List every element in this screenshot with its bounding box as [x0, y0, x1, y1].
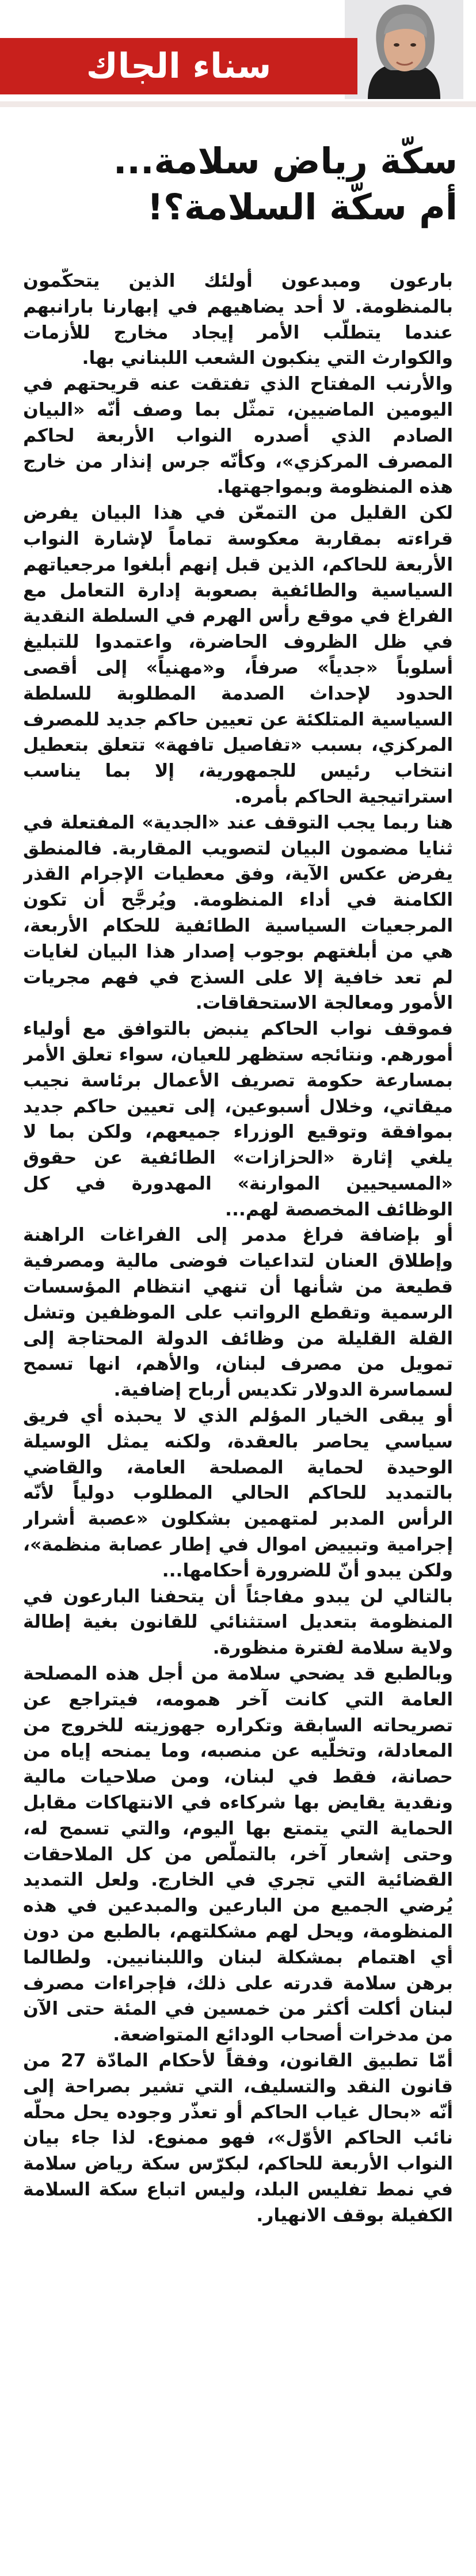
- paragraph: بالتالي لن يبدو مفاجئاً أن يتحفنا البارعون في المنظومة بتعديل استثنائي للقانون بغية إطالة ولاية سلامة لفترة منظورة.: [23, 1586, 453, 1659]
- paragraph: بارعون ومبدعون أولئك الذين يتحكّمون بالمنظومة. لا أحد يضاهيهم في إبهارنا بارانبهم عندما يتطلّب الأمر إيجاد مخارج للأزمات والكوارث التي ينكبون الشعب اللبناني بها.: [23, 271, 453, 369]
- paragraph: هنا ربما يجب التوقف عند «الجدية» المفتعلة في ثنايا مضمون البيان لتصويب المقاربة. فالمنطق يفرض عكس الآية، وفق معطيات الإجرام القذر الكامنة في أداء المنظومة. ويُرجَّح أن تكون المرجعيات السياسية الطائفية للحكام الأربعة، هي من أبلغتهم بوجوب إصدار هذا البيان لغايات لم تعد خافية إلا على السذج في فهم مجريات الأمور ومعالجة الاستحقاقات.: [23, 812, 453, 1014]
- article-title: [18, 138, 458, 230]
- author-name-banner: [0, 38, 357, 94]
- header-divider: [0, 101, 476, 107]
- author-photo: [345, 0, 463, 99]
- paragraph: أمّا تطبيق القانون، وفقاً لأحكام المادّة 27 من قانون النقد والتسليف، التي تشير بصراحة إلى أنّه «بحال غياب الحاكم أو تعذّر وجوده يحل محلّه نائب الحاكم الأوّل»، فهو ممنوع. لذا جاء بيان النواب الأربعة للحاكم، لبكرّس سكة رياض سلامة في نمط تفليس البلد، وليس اتباع سكة السلامة الكفيلة بوقف الانهيار.: [23, 2050, 453, 2226]
- paragraph: فموقف نواب الحاكم ينبض بالتوافق مع أولياء أمورهم. ونتائجه ستظهر للعيان، سواء تعلق الأمر بمسارعة حكومة تصريف الأعمال برئاسة نجيب ميقاتي، وخلال أسبوعين، إلى تعيين حاكم جديد بموافقة وتوقيع الوزراء جميعهم، ولكن بما لا يلغي إثارة «الحزازات» الطائفية عن حقوق «المسيحيين الموارنة» المهدورة في كل الوظائف المخصصة لهم...: [23, 1019, 453, 1220]
- paragraph: أو يبقى الخيار المؤلم الذي لا يحبذه أي فريق سياسي يحاصر بالعقدة، ولكنه يمثل الوسيلة الوحيدة لحماية المصلحة العامة، والقاضي بالتمديد للحاكم الحالي المطلوب دولياً لأنّه الرأس المدبر لمتهمين بشكلون «عصبة أشرار إجرامية وتبييض اموال في إطار عصابة منظمة»، ولكن يبدو أنّ للضرورة أحكامها...: [23, 1405, 453, 1581]
- paragraph: والأرنب المفتاح الذي تفتقت عنه قريحتهم في اليومين الماضيين، تمثّل بما وصف أنّه «البيان الصادم الذي أصدره النواب الأربعة لحاكم المصرف المركزي»، وكأنّه جرس إنذار من خارج هذه المنظومة وبمواجهتها.: [23, 374, 453, 498]
- author-name: سناء الجاك: [86, 46, 272, 86]
- column-header: [0, 0, 476, 131]
- paragraph: لكن القليل من التمعّن في هذا البيان يفرض قراءته بمقاربة معكوسة تماماً لإشارة النواب الأربعة للحاكم، الذين قبل إنهم أبلغوا مرجعياتهم السياسية والطائفية بصعوبة إدارة التعامل مع الفراغ في موقع رأس الهرم في السلطة النقدية في ظل الظروف الحاضرة، واعتمدوا للتبليغ أسلوباً «جدياً» صرفاً، و«مهنياً» إلى أقصى الحدود لإحداث الصدمة المطلوبة للسلطة السياسية المتلكئة عن تعيين حاكم جديد للمصرف المركزي، بسبب «تفاصيل تافهة» تتعلق بتعطيل انتخاب رئيس للجمهورية، إلا بما يناسب استراتيجية الحاكم بأمره.: [23, 503, 453, 807]
- article-body: [23, 268, 453, 2566]
- title-line-1: سكّة رياض سلامة...: [113, 140, 458, 182]
- title-line-2: أم سكّة السلامة؟!: [147, 186, 458, 228]
- author-portrait-icon: [345, 0, 463, 99]
- paragraph: أو بإضافة فراغ مدمر إلى الفراغات الراهنة وإطلاق العنان لتداعيات فوضى مالية ومصرفية قطيعة من شأنها أن تنهي انتظام المؤسسات الرسمية وتقطع الرواتب على الموظفين وتشل القلة القليلة من وظائف الدولة المحتاجة إلى تمويل من مصرف لبنان، والأهم، انها تسمح لسماسرة الدولار تكديس أرباح إضافية.: [23, 1225, 453, 1401]
- paragraph: وبالطبع قد يضحي سلامة من أجل هذه المصلحة العامة التي كانت آخر همومه، فيتراجع عن تصريحاته السابقة وتكراره جهوزيته للخروج من المعادلة، وتخلّيه عن منصبه، وما يمنحه إياه من حصانة، فقط في لبنان، ومن صلاحيات مالية ونقدية يقايض بها شركاءه في الانتهاكات مقابل الحماية التي يتمتع بها اليوم، والتي تسمح له، وحتى إشعار آخر، بالتملّص من كل الملاحقات القضائية التي تجري في الخارج. ولعل التمديد يُرضي الجميع من البارعين والمبدعين في هذه المنظومة، ويحل لهم مشكلتهم، بالطبع من دون أي اهتمام بمشكلة لبنان واللبنانيين. ولطالما برهن سلامة قدرته على ذلك، فإجراءات مصرف لبنان أكلت أكثر من خمسين في المئة حتى الآن من مدخرات أصحاب الودائع المتواضعة.: [23, 1663, 453, 2046]
